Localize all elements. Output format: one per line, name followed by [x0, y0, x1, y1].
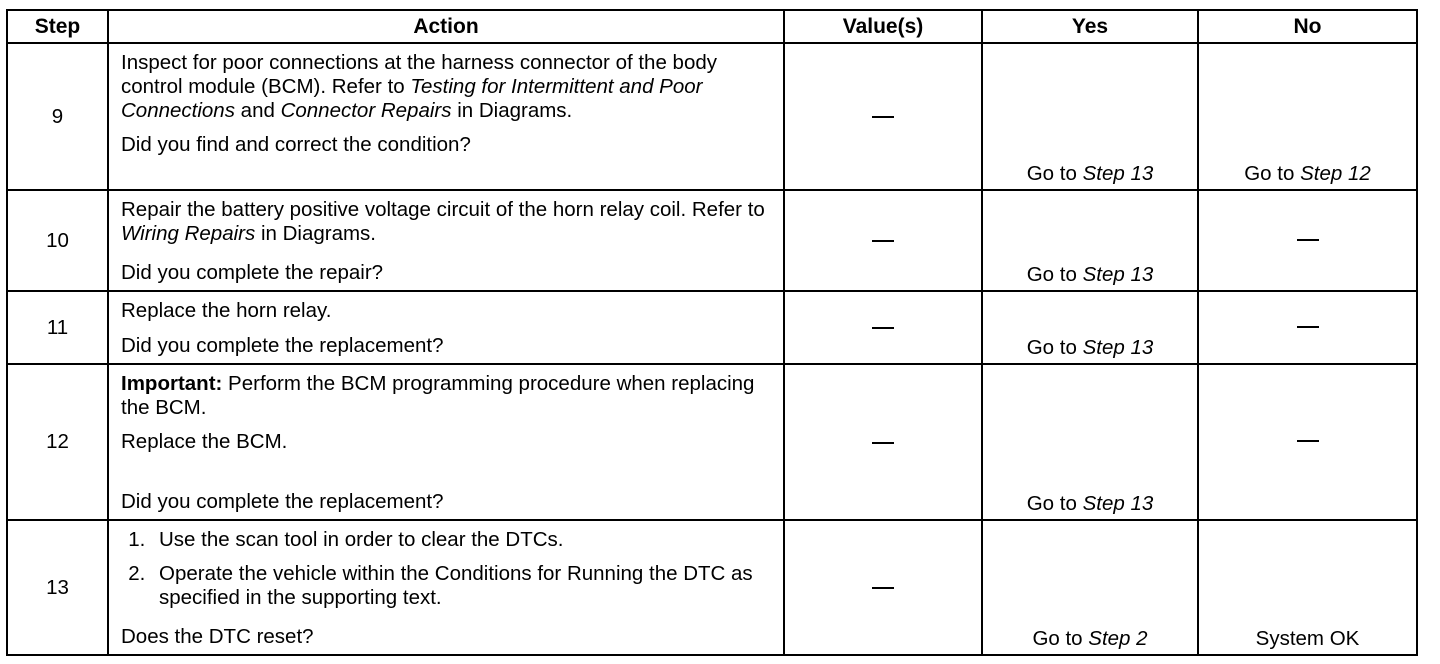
no-dash [1297, 326, 1319, 328]
action-question: Did you complete the replacement? [121, 334, 444, 358]
value-dash [872, 327, 894, 329]
action-text: Replace the BCM. [121, 430, 288, 454]
step-number: 13 [7, 520, 108, 655]
yes-cell: Go to Step 2 [982, 520, 1198, 655]
action-text: Replace the horn relay. [121, 299, 332, 323]
value-cell [784, 291, 982, 364]
no-cell [1198, 190, 1417, 291]
value-dash [872, 240, 894, 242]
value-dash [872, 587, 894, 589]
action-question: Did you complete the replacement? [121, 490, 444, 514]
header-values: Value(s) [784, 10, 982, 43]
action-cell [108, 291, 784, 364]
table-row [7, 291, 1417, 364]
value-dash [872, 442, 894, 444]
table-row [7, 520, 1417, 655]
action-cell [108, 520, 784, 655]
table-row [7, 364, 1417, 520]
action-text: Inspect for poor connections at the harness connector of the body control module (BCM). Refer to Testing for Intermittent and Poor Connections and Connector Repairs in Diagrams. [121, 51, 718, 123]
no-dash [1297, 440, 1319, 442]
value-cell [784, 43, 982, 190]
step-number: 11 [7, 291, 108, 364]
action-cell [108, 43, 784, 190]
step-number: 10 [7, 190, 108, 291]
no-cell [1198, 291, 1417, 364]
no-cell: Go to Step 12 [1198, 43, 1417, 190]
no-dash [1297, 239, 1319, 241]
yes-cell: Go to Step 13 [982, 364, 1198, 520]
step-number: 12 [7, 364, 108, 520]
action-cell [108, 364, 784, 520]
action-question: Did you find and correct the condition? [121, 133, 471, 157]
list-item: 2. Operate the vehicle within the Conditions for Running the DTC as specified in the supporting text. [151, 562, 773, 610]
yes-cell: Go to Step 13 [982, 190, 1198, 291]
value-cell [784, 520, 982, 655]
action-list [121, 528, 773, 610]
diagnostic-table [6, 9, 1418, 656]
header-row [7, 10, 1417, 43]
action-question: Does the DTC reset? [121, 625, 314, 648]
value-dash [872, 116, 894, 118]
no-cell: System OK [1198, 520, 1417, 655]
header-action: Action [108, 10, 784, 43]
table-row [7, 190, 1417, 291]
step-number: 9 [7, 43, 108, 190]
yes-cell: Go to Step 13 [982, 291, 1198, 364]
action-text: Repair the battery positive voltage circuit of the horn relay coil. Refer to Wiring Repairs in Diagrams. [121, 198, 765, 246]
no-cell [1198, 364, 1417, 520]
value-cell [784, 190, 982, 291]
header-no: No [1198, 10, 1417, 43]
table-row [7, 43, 1417, 190]
action-cell [108, 190, 784, 291]
list-item: 1. Use the scan tool in order to clear the DTCs. [151, 528, 773, 552]
yes-cell: Go to Step 13 [982, 43, 1198, 190]
value-cell [784, 364, 982, 520]
important-label: Important: [121, 372, 223, 396]
action-important: Important: Perform the BCM programming procedure when replacing the BCM. [121, 372, 755, 420]
header-step: Step [7, 10, 108, 43]
header-yes: Yes [982, 10, 1198, 43]
action-question: Did you complete the repair? [121, 261, 384, 285]
